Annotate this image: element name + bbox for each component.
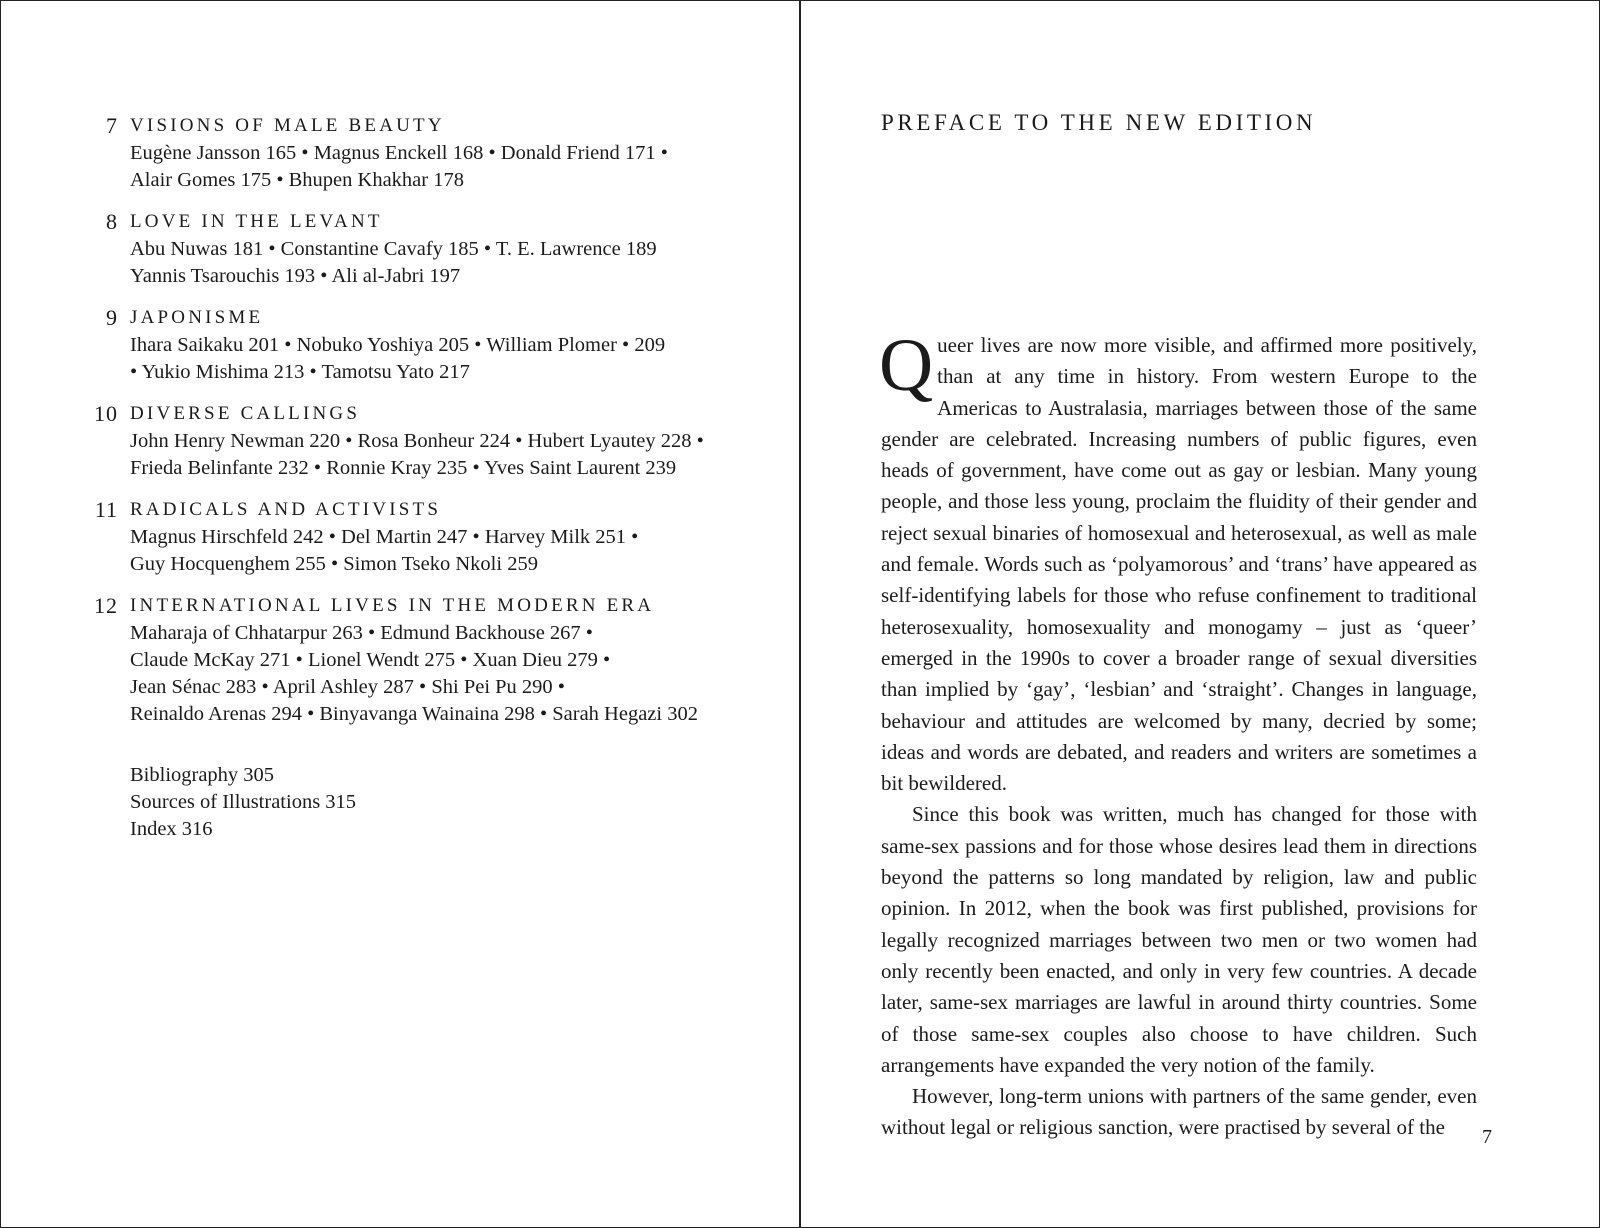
chapter-entries [130,620,728,728]
chapter-list [88,112,728,728]
toc-person-entry: Magnus Enckell 168 • [313,142,496,164]
toc-person-entry: Yves Saint Laurent 239 [484,457,677,479]
preface-paragraph-2: Since this book was written, much has changed for those with same-sex passions and for those whose desires lead them in directions beyond the patterns so long mandated by religion, law and public opinion. In 2012, when the book was first published, provisions for legally recognized marriages between two men or two women had only recently been enacted, and only in very few countries. A decade later, same-sex marriages are lawful in around thirty countries. Some of those same-sex couples also choose to have children. Such arrangements have expanded the very notion of the family. [881,802,1477,1077]
page-number: 7 [1482,1126,1492,1148]
toc-person-entry: Abu Nuwas 181 • [130,238,276,260]
preface-page [801,0,1600,1228]
chapter-title: RADICALS AND ACTIVISTS [130,499,442,520]
preface-paragraph-1 [879,324,1477,799]
contents-page [0,0,799,1228]
toc-person-entry: Reinaldo Arenas 294 • [130,703,315,725]
toc-chapter [88,208,728,290]
preface-body [879,324,1477,1144]
toc-person-entry: Ali al-Jabri 197 [331,265,461,287]
preface-paragraph-3: However, long-term unions with partners of the same gender, even without legal or religious sanction, were practised by several of the [881,1084,1477,1140]
toc-person-entry: Jean Sénac 283 • [130,676,269,698]
toc-chapter [88,400,728,482]
toc-person-entry: Del Martin 247 • [341,526,480,548]
toc-person-entry: April Ashley 287 • [272,676,427,698]
chapter-title: LOVE IN THE LEVANT [130,211,383,232]
toc-person-entry: Sarah Hegazi 302 [552,703,698,725]
illustrations-entry: Sources of Illustrations 315 [130,791,357,813]
toc-person-entry: William Plomer • 209 [486,334,666,356]
bibliography-entry: Bibliography 305 [130,764,275,786]
toc-person-entry: Ronnie Kray 235 • [326,457,480,479]
toc-chapter [88,112,728,194]
toc-person-entry: Claude McKay 271 • [130,649,303,671]
chapter-title: DIVERSE CALLINGS [130,403,361,424]
toc-person-entry: Constantine Cavafy 185 • [280,238,492,260]
chapter-entries [130,428,728,482]
toc-person-entry: Guy Hocquenghem 255 • [130,553,339,575]
chapter-number: 7 [106,113,118,138]
toc-person-entry: Bhupen Khakhar 178 [288,169,464,191]
toc-person-entry: Magnus Hirschfeld 242 • [130,526,336,548]
chapter-entries [130,236,728,290]
table-of-contents [88,112,728,843]
chapter-title: VISIONS OF MALE BEAUTY [130,115,445,136]
chapter-number: 12 [94,593,118,618]
index-entry: Index 316 [130,818,213,840]
toc-person-entry: Edmund Backhouse 267 • [380,622,593,644]
chapter-entries [130,524,728,578]
toc-person-entry: Shi Pei Pu 290 • [431,676,565,698]
chapter-number: 11 [94,497,118,522]
toc-person-entry: Lionel Wendt 275 • [307,649,468,671]
toc-person-entry: Xuan Dieu 279 • [472,649,611,671]
toc-person-entry: Ihara Saikaku 201 • [130,334,292,356]
toc-person-entry: Nobuko Yoshiya 205 • [296,334,482,356]
chapter-number: 9 [106,305,118,330]
chapter-entries [130,140,728,194]
toc-person-entry: Tamotsu Yato 217 [321,361,470,383]
toc-person-entry: Hubert Lyautey 228 • [527,430,704,452]
chapter-number: 8 [106,209,118,234]
end-matter [88,762,728,843]
chapter-entries [130,332,728,386]
drop-cap: Q [879,324,934,407]
toc-person-entry: Maharaja of Chhatarpur 263 • [130,622,376,644]
chapter-title: JAPONISME [130,307,264,328]
chapter-title: INTERNATIONAL LIVES IN THE MODERN ERA [130,595,655,616]
paragraph-1-text: ueer lives are now more visible, and affirmed more positively, than at any time in history. From western Europe to the Americas to Australasia, marriages between those of the same gender are celebrated. Increasing numbers of public figures, even heads of government, have come out as gay or lesbian. Many young people, and those less young, proclaim the fluidity of their gender and reject sexual binaries of homosexual and heterosexual, as well as male and female. Words such as ‘polyamorous’ and ‘trans’ have appeared as self-identifying labels for those who refuse confinement to traditional heterosexuality, homosexuality and monogamy – just as ‘queer’ emerged in the 1990s to cover a broader range of sexual diversities than implied by ‘gay’, ‘lesbian’ and ‘straight’. Changes in language, behaviour and attitudes are welcomed by many, decried by some; ideas and words are debated, and readers and writers are sometimes a bit bewildered. [881,333,1477,796]
preface-heading: PREFACE TO THE NEW EDITION [881,110,1317,135]
toc-person-entry: Frieda Belinfante 232 • [130,457,322,479]
toc-person-entry: Donald Friend 171 • [500,142,668,164]
toc-person-entry: Binyavanga Wainaina 298 • [319,703,548,725]
toc-chapter [88,304,728,386]
toc-chapter [88,592,728,728]
toc-person-entry: Eugène Jansson 165 • [130,142,309,164]
toc-person-entry: Simon Tseko Nkoli 259 [343,553,538,575]
toc-person-entry: T. E. Lawrence 189 [495,238,657,260]
chapter-number: 10 [94,401,118,426]
toc-person-entry: Alair Gomes 175 • [130,169,284,191]
toc-person-entry: • Yukio Mishima 213 • [130,361,317,383]
toc-person-entry: Yannis Tsarouchis 193 • [130,265,328,287]
toc-person-entry: Rosa Bonheur 224 • [357,430,523,452]
toc-person-entry: Harvey Milk 251 • [484,526,639,548]
toc-person-entry: John Henry Newman 220 • [130,430,353,452]
toc-chapter [88,496,728,578]
